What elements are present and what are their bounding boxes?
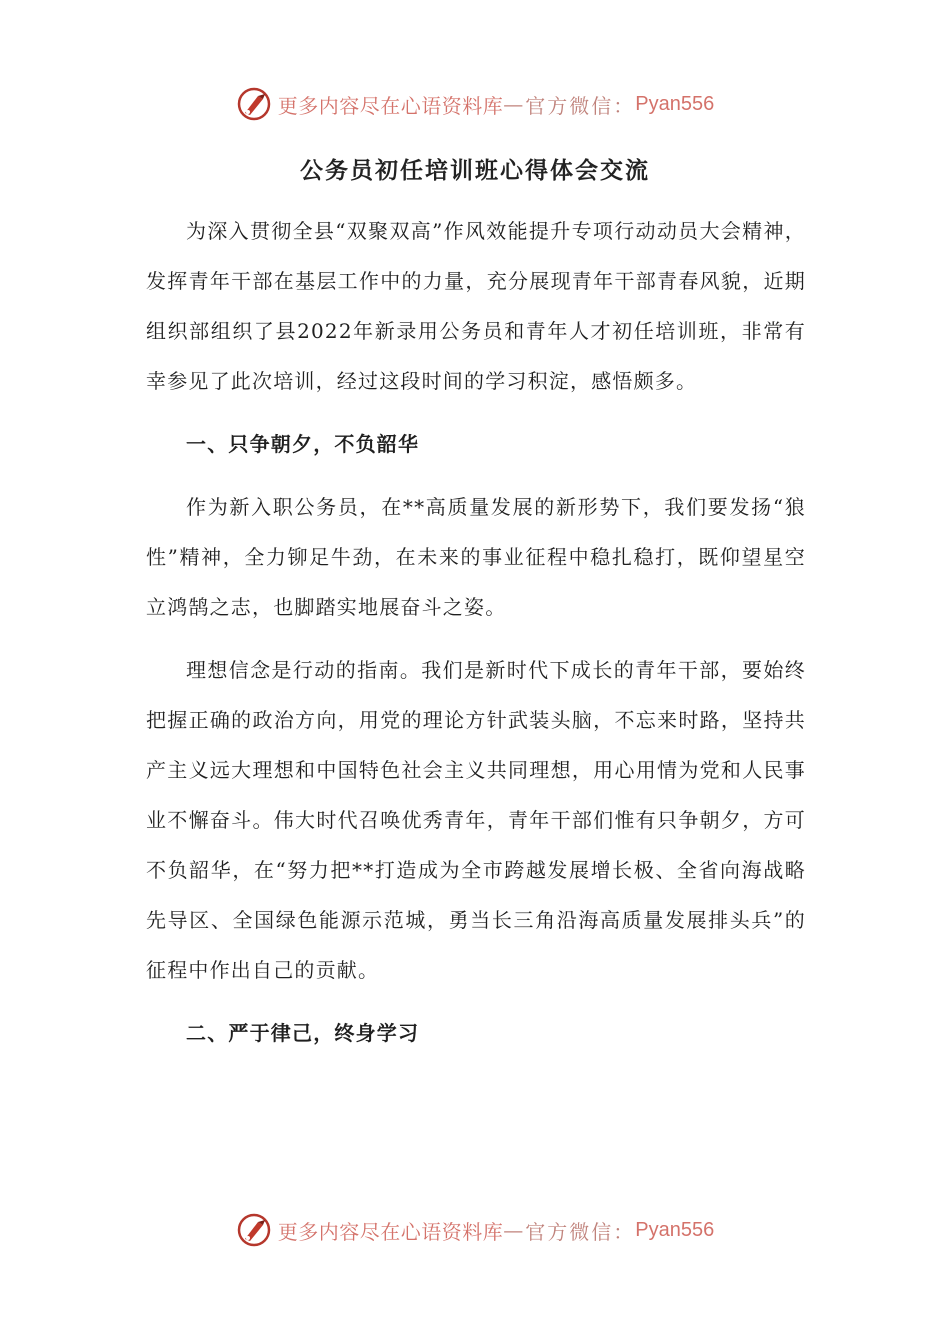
pen-nib-circle-icon: [236, 86, 272, 122]
section1-paragraph-1: 作为新入职公务员，在**高质量发展的新形势下，我们要发扬“狼性”精神，全力铆足牛劲，在未来的事业征程中稳扎稳打，既仰望星空立鸿鹄之志，也脚踏实地展奋斗之姿。: [146, 495, 806, 619]
document-body: [146, 206, 806, 1071]
document-title: 公务员初任培训班心得体会交流: [300, 157, 650, 184]
watermark-banner-top: [0, 84, 950, 124]
intro-paragraph: 为深入贯彻全县“双聚双高”作风效能提升专项行动动员大会精神，发挥青年干部在基层工作中的力量，充分展现青年干部青春风貌，近期组织部组织了县2022年新录用公务员和青年人才初任培训班，非常有幸参见了此次培训，经过这段时间的学习积淀，感悟颇多。: [146, 219, 806, 393]
watermark-sub-text: 官方微信：: [525, 1219, 636, 1244]
watermark-sub-text: 官方微信：: [525, 93, 636, 118]
watermark-wechat-id: Pyan556: [635, 1218, 715, 1241]
watermark-brand-text: 更多内容尽在心语资料库: [277, 1219, 504, 1244]
section1-paragraph-2: 理想信念是行动的指南。我们是新时代下成长的青年干部，要始终把握正确的政治方向，用党的理论方针武装头脑，不忘来时路，坚持共产主义远大理想和中国特色社会主义共同理想，用心用情为党和人民事业不懈奋斗。伟大时代召唤优秀青年，青年干部们惟有只争朝夕，方可不负韶华，在“努力把**打造成为全市跨越发展增长极、全省向海战略先导区、全国绿色能源示范城，勇当长三角沿海高质量发展排头兵”的征程中作出自己的贡献。: [146, 658, 806, 982]
watermark-dash: —: [503, 92, 526, 116]
watermark-brand-text: 更多内容尽在心语资料库: [277, 93, 504, 118]
watermark-wechat-id: Pyan556: [635, 92, 715, 115]
watermark-dash: —: [503, 1218, 526, 1242]
watermark-banner-bottom: [0, 1210, 950, 1250]
section-heading-1: 一、只争朝夕，不负韶华: [186, 432, 420, 456]
pen-nib-circle-icon: [236, 1212, 272, 1248]
section-heading-2: 二、严于律己，终身学习: [186, 1021, 420, 1045]
